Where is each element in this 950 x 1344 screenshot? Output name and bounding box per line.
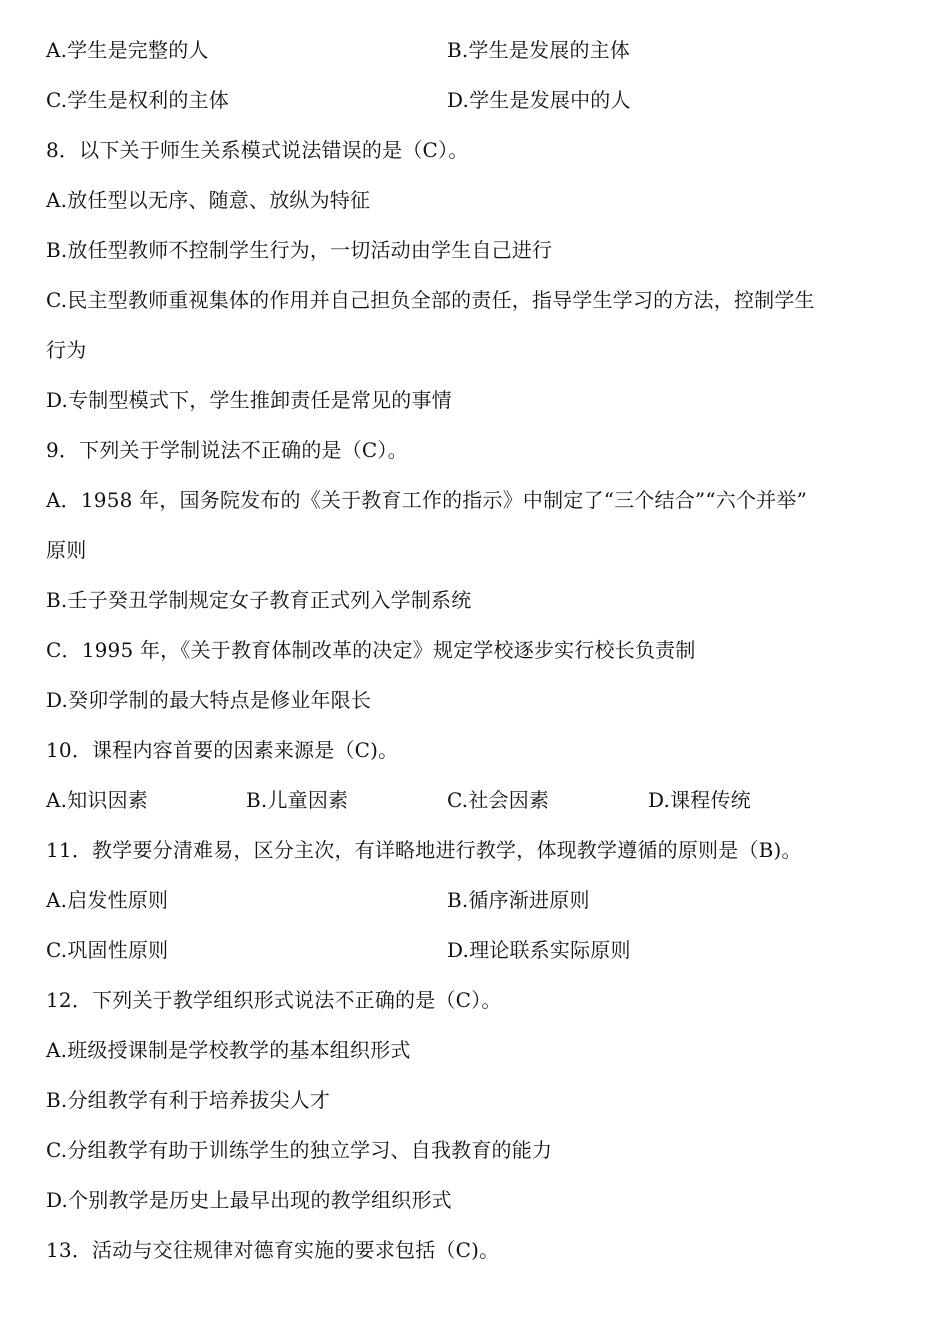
- q8-option-c: C.民主型教师重视集体的作用并自己担负全部的责任，指导学生学习的方法，控制学生: [46, 288, 815, 312]
- q9-option-a-continued: 原则: [46, 538, 87, 562]
- q12-option-d: D.个别教学是历史上最早出现的教学组织形式: [46, 1188, 452, 1212]
- q12-option-b: B.分组教学有利于培养拔尖人才: [46, 1088, 331, 1112]
- q9-option-b: B.壬子癸丑学制规定女子教育正式列入学制系统: [46, 588, 472, 612]
- q11-option-b: B.循序渐进原则: [447, 888, 590, 912]
- q11-option-d: D.理论联系实际原则: [447, 938, 631, 962]
- q12-option-c: C.分组教学有助于训练学生的独立学习、自我教育的能力: [46, 1138, 553, 1162]
- q11-option-a: A.启发性原则: [46, 888, 169, 912]
- q8-option-d: D.专制型模式下，学生推卸责任是常见的事情: [46, 388, 452, 412]
- q9-option-d: D.癸卯学制的最大特点是修业年限长: [46, 688, 372, 712]
- q10-option-d: D.课程传统: [648, 788, 751, 812]
- q10-option-c: C.社会因素: [447, 788, 550, 812]
- q8-option-b: B.放任型教师不控制学生行为，一切活动由学生自己进行: [46, 238, 553, 262]
- q13-question: 13．活动与交往规律对德育实施的要求包括（C)。: [46, 1238, 500, 1262]
- q8-option-a: A.放任型以无序、随意、放纵为特征: [46, 188, 371, 212]
- q8-question: 8．以下关于师生关系模式说法错误的是（C）。: [46, 138, 469, 162]
- q12-option-a: A.班级授课制是学校教学的基本组织形式: [46, 1038, 411, 1062]
- q7-option-b: B.学生是发展的主体: [447, 38, 631, 62]
- q9-option-a: A．1958 年，国务院发布的《关于教育工作的指示》中制定了“三个结合”“六个并举”: [46, 488, 807, 512]
- q11-option-c: C.巩固性原则: [46, 938, 169, 962]
- q9-option-c: C．1995 年，《关于教育体制改革的决定》规定学校逐步实行校长负责制: [46, 638, 696, 662]
- q9-question: 9．下列关于学制说法不正确的是（C）。: [46, 438, 408, 462]
- q7-option-c: C.学生是权利的主体: [46, 88, 229, 112]
- q10-question: 10．课程内容首要的因素来源是（C)。: [46, 738, 399, 762]
- q10-option-b: B.儿童因素: [246, 788, 349, 812]
- q10-option-a: A.知识因素: [46, 788, 149, 812]
- q8-option-c-continued: 行为: [46, 338, 87, 362]
- q7-option-d: D.学生是发展中的人: [447, 88, 631, 112]
- q11-question: 11．教学要分清难易，区分主次，有详略地进行教学，体现教学遵循的原则是（B)。: [46, 838, 802, 862]
- q12-question: 12．下列关于教学组织形式说法不正确的是（C）。: [46, 988, 502, 1012]
- q7-option-a: A.学生是完整的人: [46, 38, 209, 62]
